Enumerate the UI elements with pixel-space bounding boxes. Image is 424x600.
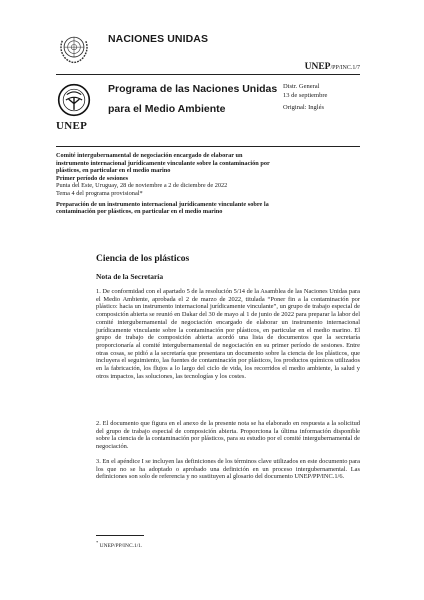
org-name: NACIONES UNIDAS — [108, 33, 209, 45]
program-name-line1: Programa de las Naciones Unidas — [108, 83, 278, 95]
distribution: Distr. General — [283, 83, 320, 90]
original-language: Original: Inglés — [283, 104, 324, 111]
paragraph-1: 1. De conformidad con el apartado 5 de la resolución 5/14 de la Asamblea de las Naciones Unidas para el Medio Ambiente, aprobada el 2 de marzo de 2022, titulada “Poner fin a la contaminación por plástico: hacia un instrumento internacional jurídicamente vinculante”, un grupo de trabajo especial de composición abierta se reunió en Dakar del 30 de mayo al 1 de junio de 2022 para preparar la labor del comité intergubernamental de negociación encargado de elaborar un instrumento internacional jurídicamente vinculante sobre la contaminación por plásticos, en particular en el medio marino. El grupo de trabajo de composición abierta acordó una lista de documentos que la secretaría proporcionaría al comité intergubernamental de negociación en su primer período de sesiones. Entre otras cosas, se pidió a la secretaría que presentara un documento sobre la ciencia de los plásticos, que incluyera el seguimiento, las fuentes de contaminación por plásticos, los productos químicos utilizados en la fabricación, los flujos a lo largo del ciclo de vida, los recorridos el medio ambiente, la salud y otros impactos, las soluciones, las tecnologías y los costes. — [96, 288, 360, 380]
header-rule-top — [56, 74, 360, 75]
program-name-line2: para el Medio Ambiente — [108, 103, 226, 115]
document-symbol: UNEP/PP/INC.1/7 — [304, 62, 360, 72]
footnote-rule — [96, 535, 144, 536]
document-title: Ciencia de los plásticos — [96, 254, 190, 264]
agenda-item: Tema 4 del programa provisional* — [56, 189, 143, 197]
unep-logo-text: UNEP — [56, 120, 88, 132]
meeting-block — [56, 152, 271, 216]
date: 13 de septiembre — [283, 91, 328, 99]
unep-logo-icon — [56, 82, 92, 118]
document-subtitle: Nota de la Secretaría — [96, 272, 164, 281]
place-date: Punta del Este, Uruguay, 28 de noviembre a 2 de diciembre de 2022 — [56, 182, 228, 190]
paragraph-2: 2. El documento que figura en el anexo de la presente nota se ha elaborado en respuesta a la solicitud del grupo de trabajo especial de composición abierta. Proporciona la última información disponible sobre la ciencia de la contaminación por plásticos, para su estudio por el comité intergubernamental de negociación. — [96, 420, 360, 451]
paragraph-3: 3. En el apéndice I se incluyen las definiciones de los términos clave utilizados en este documento para los que no se ha adoptado o aprobado una definición en un proceso intergubernamental. Las definiciones son solo de referencia y no sustituyen al glosario del documento UNEP/PP/INC.1/6. — [96, 458, 360, 481]
item-title: Preparación de un instrumento internacional jurídicamente vinculante sobre la contaminación por plásticos, en particular en el medio marino — [56, 200, 269, 216]
session: Primer período de sesiones — [56, 174, 129, 182]
distribution-block — [283, 83, 327, 113]
header-rule-bottom — [56, 146, 360, 147]
committee-title: Comité intergubernamental de negociación encargado de elaborar un instrumento internacional jurídicamente vinculante sobre la contaminación por plásticos, en particular en el medio marino — [56, 152, 270, 175]
un-emblem-icon — [56, 30, 92, 66]
footnote: * UNEP/PP/INC.1/1. — [96, 540, 143, 549]
